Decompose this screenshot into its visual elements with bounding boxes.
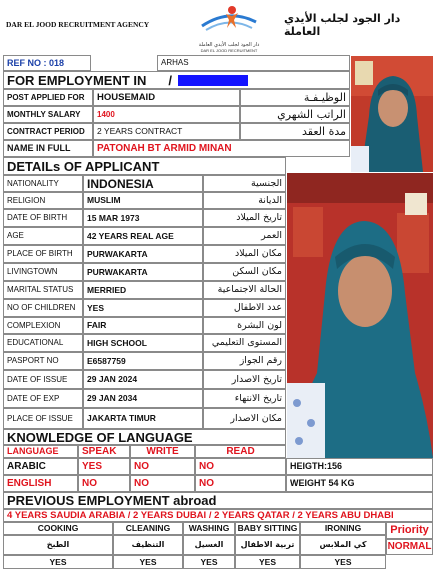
detail-ar: الجنسية (203, 175, 286, 192)
contract-label: CONTRACT PERIOD (3, 123, 93, 140)
applicant-photo-large (287, 173, 433, 458)
detail-label: NATIONALITY (3, 175, 83, 192)
skill-header-ar: التنظيف (113, 535, 183, 555)
skill-value: YES (113, 555, 183, 569)
language-header-speak: SPEAK (78, 445, 130, 458)
previous-employment-line: 4 YEARS SAUDIA ARABIA / 2 YEARS DUBAI / 2 YEARS QATAR / 2 YEARS ABU DHABI (3, 509, 433, 522)
logo-icon (196, 2, 262, 36)
height-value: HEIGTH:156 (286, 458, 433, 475)
detail-value: PURWAKARTA (83, 263, 203, 281)
detail-value: YES (83, 299, 203, 317)
skill-header-ar: الغسيل (183, 535, 235, 555)
skill-value: YES (3, 555, 113, 569)
post-applied-value: HOUSEMAID (93, 89, 240, 106)
salary-label: MONTHLY SALARY (3, 106, 93, 123)
language-header-language: LANGUAGE (3, 445, 78, 458)
employment-label (3, 71, 350, 89)
detail-label: MARITAL STATUS (3, 281, 83, 299)
detail-value: FAIR (83, 317, 203, 334)
skill-header-ar: تربية الاطفال (235, 535, 300, 555)
arabic-speak: YES (78, 458, 130, 475)
detail-value: E6587759 (83, 352, 203, 370)
language-header-read: READ (195, 445, 286, 458)
detail-label: AGE (3, 227, 83, 245)
skill-header-ar: الطبخ (3, 535, 113, 555)
language-header-write: WRITE (130, 445, 195, 458)
agency-name-en: DAR EL JOOD RECRUITMENT AGENCY (6, 20, 150, 29)
post-applied-ar: الوظيـفـة (240, 89, 350, 106)
language-row-english: ENGLISH (3, 475, 78, 492)
detail-label: EDUCATIONAL (3, 334, 83, 352)
detail-ar: لون البشرة (203, 317, 286, 334)
logo-text-en: DAR EL JOOD RECRUITMENT (200, 48, 258, 53)
salary-value: 1400 (93, 106, 240, 123)
detail-value: 15 MAR 1973 (83, 209, 203, 227)
language-title: KNOWLEDGE OF LANGUAGE (3, 429, 286, 445)
contract-ar: مدة العقد (240, 123, 350, 140)
detail-ar: الحالة الاجتماعية (203, 281, 286, 299)
details-title: DETAILs OF APPLICANT (3, 157, 286, 175)
detail-value: MUSLIM (83, 192, 203, 209)
english-speak: NO (78, 475, 130, 492)
detail-value: HIGH SCHOOL (83, 334, 203, 352)
name-label: NAME IN FULL (3, 140, 93, 157)
detail-label: DATE OF BIRTH (3, 209, 83, 227)
detail-value: 29 JAN 2024 (83, 370, 203, 389)
agency-logo (196, 2, 262, 52)
detail-ar: الديانة (203, 192, 286, 209)
detail-label: PLACE OF BIRTH (3, 245, 83, 263)
detail-ar: تاريخ الانتهاء (203, 389, 286, 408)
employment-highlight (178, 75, 248, 86)
post-applied-label: POST APPLIED FOR (3, 89, 93, 106)
skill-value: YES (183, 555, 235, 569)
skill-header: CLEANING (113, 522, 183, 535)
detail-value: 29 JAN 2034 (83, 389, 203, 408)
name-value: PATONAH BT ARMID MINAN (93, 140, 350, 157)
employment-title: FOR EMPLOYMENT IN (7, 72, 147, 88)
ref-number: REF NO : 018 (3, 55, 91, 71)
skill-header: WASHING (183, 522, 235, 535)
detail-label: LIVINGTOWN (3, 263, 83, 281)
language-row-arabic: ARABIC (3, 458, 78, 475)
detail-label: PASPORT NO (3, 352, 83, 370)
english-read: NO (195, 475, 286, 492)
detail-value: JAKARTA TIMUR (83, 408, 203, 429)
detail-ar: المستوى التعليمي (203, 334, 286, 352)
ref-code: ARHAS (157, 55, 350, 71)
detail-ar: مكان الاصدار (203, 408, 286, 429)
detail-label: COMPLEXION (3, 317, 83, 334)
detail-label: RELIGION (3, 192, 83, 209)
salary-ar: الراتب الشهري (240, 106, 350, 123)
detail-label: NO OF CHILDREN (3, 299, 83, 317)
english-write: NO (130, 475, 195, 492)
detail-value: 42 YEARS REAL AGE (83, 227, 203, 245)
priority-value: NORMAL (386, 539, 433, 555)
skill-header: BABY SITTING (235, 522, 300, 535)
weight-value: WEIGHT 54 KG (286, 475, 433, 492)
detail-label: DATE OF ISSUE (3, 370, 83, 389)
priority-label: Priority (386, 522, 433, 539)
detail-ar: مكان الميلاد (203, 245, 286, 263)
arabic-read: NO (195, 458, 286, 475)
detail-value: INDONESIA (83, 175, 203, 192)
applicant-photo-small (351, 56, 433, 172)
logo-text-ar: دار الجود لجلب الأيدي العاملة (198, 42, 260, 48)
detail-value: PURWAKARTA (83, 245, 203, 263)
detail-ar: تاريخ الاصدار (203, 370, 286, 389)
skill-value: YES (235, 555, 300, 569)
contract-value: 2 YEARS CONTRACT (93, 123, 240, 140)
arabic-write: NO (130, 458, 195, 475)
detail-ar: عدد الاطفال (203, 299, 286, 317)
detail-value: MERRIED (83, 281, 203, 299)
skill-value: YES (300, 555, 386, 569)
skill-header-ar: كي الملابس (300, 535, 386, 555)
detail-label: PLACE OF ISSUE (3, 408, 83, 429)
detail-ar: العمر (203, 227, 286, 245)
detail-ar: مكان السكن (203, 263, 286, 281)
skill-header: COOKING (3, 522, 113, 535)
employment-slash: / (168, 72, 173, 88)
agency-name-ar: دار الجود لجلب الأيدي العاملة (284, 12, 401, 38)
previous-title: PREVIOUS EMPLOYMENT abroad (3, 492, 433, 509)
detail-label: DATE OF EXP (3, 389, 83, 408)
skill-header: IRONING (300, 522, 386, 535)
detail-ar: تاريخ الميلاد (203, 209, 286, 227)
detail-ar: رقم الجواز (203, 352, 286, 370)
